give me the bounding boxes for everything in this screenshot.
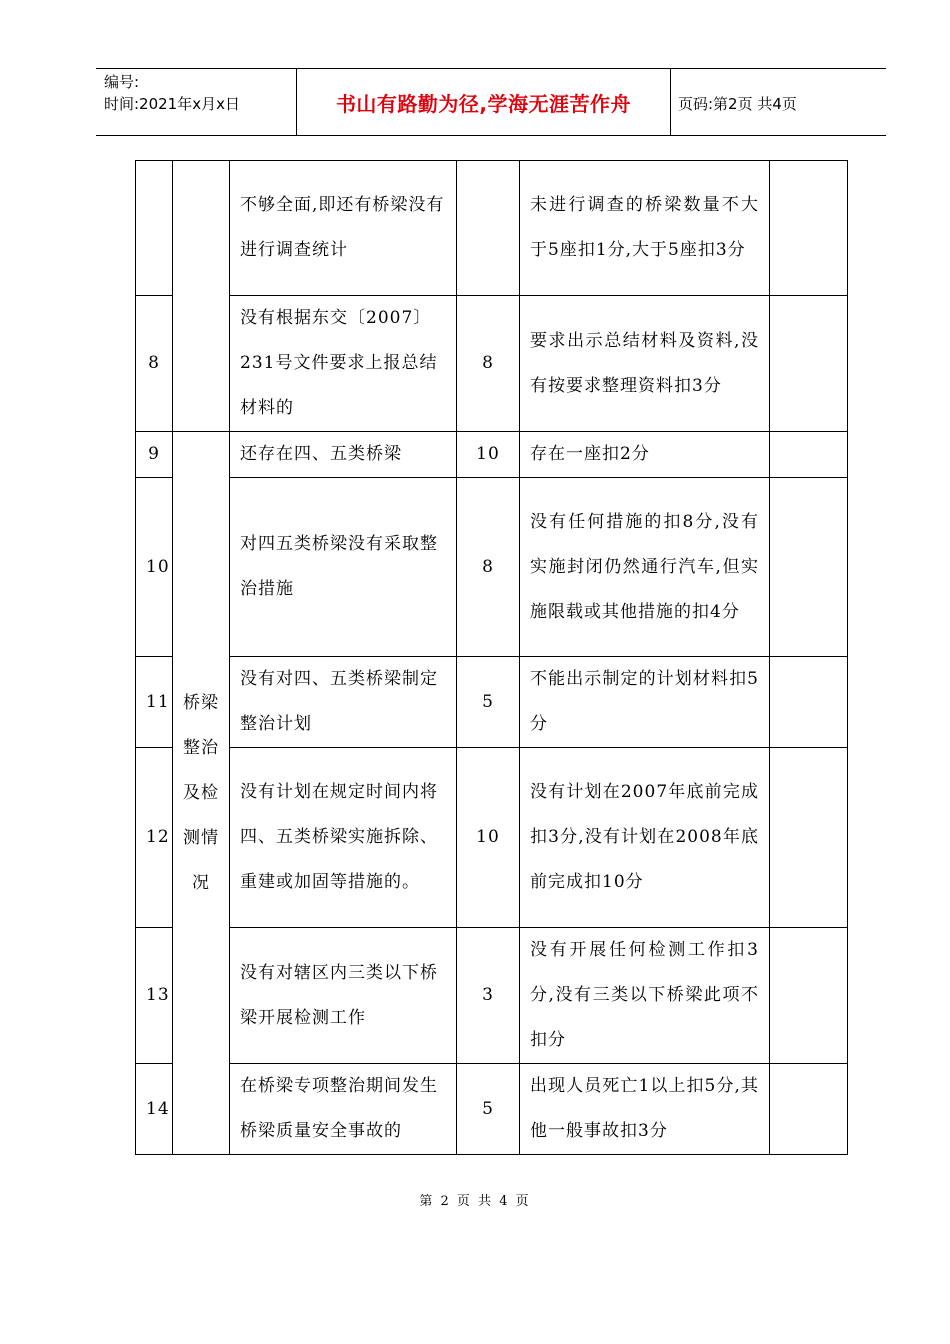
score-value: 5 bbox=[457, 1064, 520, 1155]
page-header bbox=[96, 68, 886, 136]
row-number: 12 bbox=[136, 748, 173, 928]
scoring-table bbox=[135, 160, 848, 1155]
table-row bbox=[136, 928, 848, 1064]
row-number: 8 bbox=[136, 296, 173, 432]
table-row bbox=[136, 296, 848, 432]
score-value: 8 bbox=[457, 296, 520, 432]
row-number: 14 bbox=[136, 1064, 173, 1155]
table-row bbox=[136, 748, 848, 928]
document-number-label: 编号: bbox=[104, 73, 140, 91]
remarks-cell bbox=[770, 432, 848, 478]
row-number bbox=[136, 161, 173, 296]
deduction-criteria: 存在一座扣2分 bbox=[520, 432, 770, 478]
header-divider bbox=[670, 69, 671, 135]
table-row bbox=[136, 657, 848, 748]
deduction-criteria: 要求出示总结材料及资料,没有按要求整理资料扣3分 bbox=[520, 296, 770, 432]
deduction-criteria: 不能出示制定的计划材料扣5分 bbox=[520, 657, 770, 748]
check-item: 没有对辖区内三类以下桥梁开展检测工作 bbox=[230, 928, 457, 1064]
remarks-cell bbox=[770, 478, 848, 657]
check-item: 不够全面,即还有桥梁没有进行调查统计 bbox=[230, 161, 457, 296]
document-time-label: 时间:2021年x月x日 bbox=[104, 95, 240, 113]
check-item: 没有对四、五类桥梁制定整治计划 bbox=[230, 657, 457, 748]
table-row bbox=[136, 432, 848, 478]
header-meta bbox=[104, 71, 294, 115]
deduction-criteria: 没有任何措施的扣8分,没有实施封闭仍然通行汽车,但实施限载或其他措施的扣4分 bbox=[520, 478, 770, 657]
row-number: 13 bbox=[136, 928, 173, 1064]
category-cell: 桥梁整治及检测情况 bbox=[173, 432, 230, 1155]
header-page-label: 页码:第2页 共4页 bbox=[678, 95, 797, 113]
page-footer: 第 2 页 共 4 页 bbox=[419, 1194, 531, 1209]
remarks-cell bbox=[770, 748, 848, 928]
check-item: 对四五类桥梁没有采取整治措施 bbox=[230, 478, 457, 657]
score-value: 8 bbox=[457, 478, 520, 657]
score-value: 5 bbox=[457, 657, 520, 748]
check-item: 还存在四、五类桥梁 bbox=[230, 432, 457, 478]
remarks-cell bbox=[770, 928, 848, 1064]
row-number: 9 bbox=[136, 432, 173, 478]
score-value: 10 bbox=[457, 432, 520, 478]
deduction-criteria: 没有计划在2007年底前完成扣3分,没有计划在2008年底前完成扣10分 bbox=[520, 748, 770, 928]
row-number: 10 bbox=[136, 478, 173, 657]
remarks-cell bbox=[770, 1064, 848, 1155]
score-value bbox=[457, 161, 520, 296]
category-cell-empty bbox=[173, 161, 230, 432]
table-row bbox=[136, 478, 848, 657]
remarks-cell bbox=[770, 657, 848, 748]
check-item: 没有计划在规定时间内将四、五类桥梁实施拆除、重建或加固等措施的。 bbox=[230, 748, 457, 928]
deduction-criteria: 没有开展任何检测工作扣3分,没有三类以下桥梁此项不扣分 bbox=[520, 928, 770, 1064]
row-number: 11 bbox=[136, 657, 173, 748]
remarks-cell bbox=[770, 296, 848, 432]
check-item: 在桥梁专项整治期间发生桥梁质量安全事故的 bbox=[230, 1064, 457, 1155]
table-row bbox=[136, 161, 848, 296]
header-motto: 书山有路勤为径,学海无涯苦作舟 bbox=[335, 92, 632, 116]
check-item: 没有根据东交〔2007〕231号文件要求上报总结材料的 bbox=[230, 296, 457, 432]
table-row bbox=[136, 1064, 848, 1155]
score-value: 3 bbox=[457, 928, 520, 1064]
deduction-criteria: 出现人员死亡1以上扣5分,其他一般事故扣3分 bbox=[520, 1064, 770, 1155]
deduction-criteria: 未进行调查的桥梁数量不大于5座扣1分,大于5座扣3分 bbox=[520, 161, 770, 296]
score-value: 10 bbox=[457, 748, 520, 928]
remarks-cell bbox=[770, 161, 848, 296]
